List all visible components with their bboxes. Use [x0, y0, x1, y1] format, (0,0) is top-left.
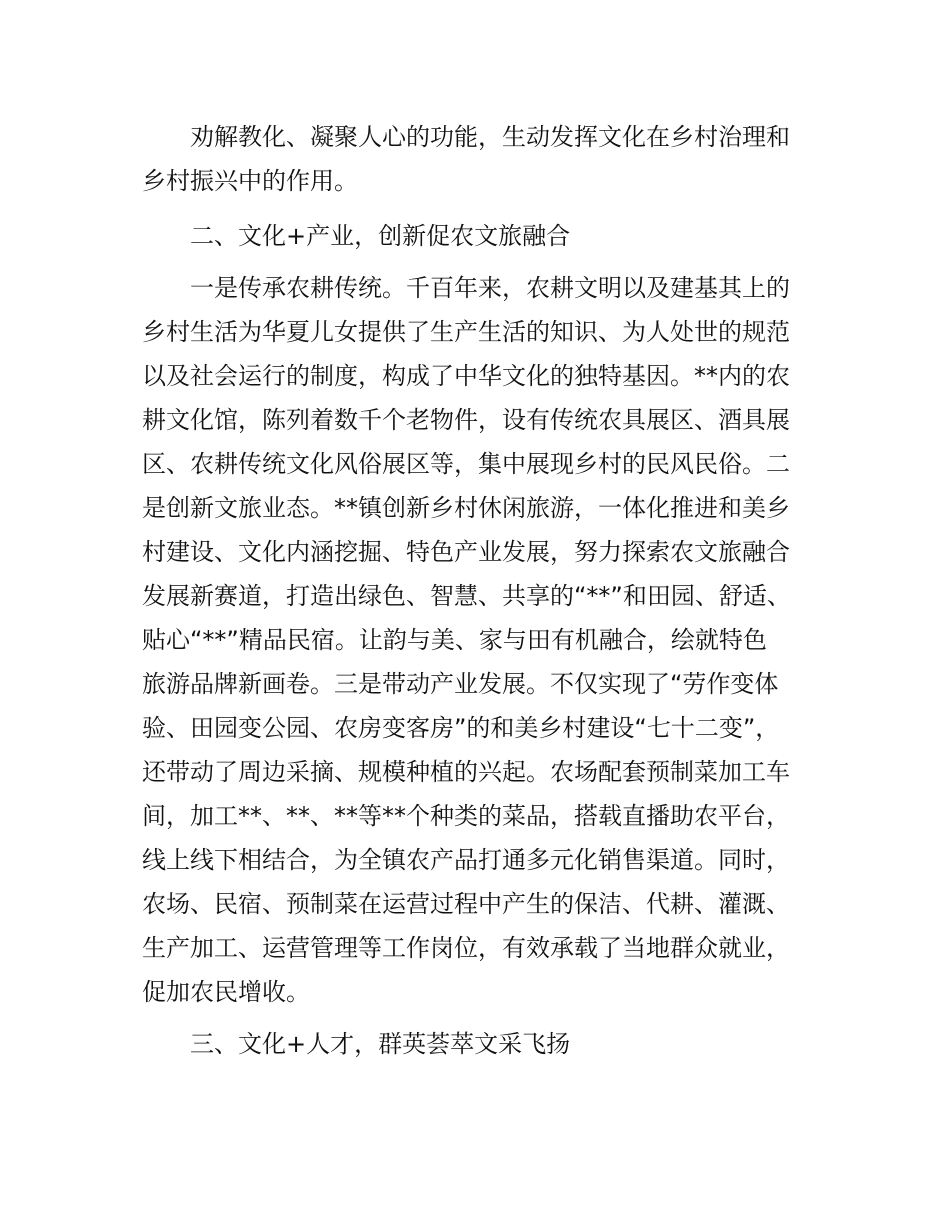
- paragraph-line: 发展新赛道，打造出绿色、智慧、共享的“**”和田园、舒适、: [142, 582, 791, 610]
- section-heading: 二、文化+产业，创新促农文旅融合: [190, 222, 571, 250]
- paragraph-line: 劝解教化、凝聚人心的功能，生动发挥文化在乡村治理和: [190, 123, 790, 151]
- paragraph-line: 贴心“**”精品民宿。让韵与美、家与田有机融合，绘就特色: [142, 626, 767, 654]
- paragraph-line: 乡村生活为华夏儿女提供了生产生活的知识、为人处世的规范: [142, 318, 790, 346]
- paragraph-line: 旅游品牌新画卷。三是带动产业发展。不仅实现了“劳作变体: [142, 670, 779, 698]
- paragraph-line: 农场、民宿、预制菜在运营过程中产生的保洁、代耕、灌溉、: [142, 890, 790, 918]
- paragraph-line: 以及社会运行的制度，构成了中华文化的独特基因。**内的农: [142, 362, 790, 390]
- paragraph-line: 一是传承农耕传统。千百年来，农耕文明以及建基其上的: [190, 274, 790, 302]
- paragraph-line: 村建设、文化内涵挖掘、特色产业发展，努力探索农文旅融合: [142, 538, 790, 566]
- paragraph-line: 线上线下相结合，为全镇农产品打通多元化销售渠道。同时，: [142, 846, 790, 874]
- paragraph-line: 验、田园变公园、农房变客房”的和美乡村建设“七十二变”，: [142, 714, 780, 742]
- paragraph-line: 促加农民增收。: [142, 978, 310, 1006]
- paragraph-line: 是创新文旅业态。**镇创新乡村休闲旅游，一体化推进和美乡: [142, 494, 790, 522]
- paragraph-line: 还带动了周边采摘、规模种植的兴起。农场配套预制菜加工车: [142, 758, 790, 786]
- paragraph-line: 乡村振兴中的作用。: [142, 167, 358, 195]
- section-heading: 三、文化+人才，群英荟萃文采飞扬: [190, 1030, 571, 1058]
- paragraph-line: 生产加工、运营管理等工作岗位，有效承载了当地群众就业，: [142, 934, 790, 962]
- paragraph-line: 区、农耕传统文化风俗展区等，集中展现乡村的民风民俗。二: [142, 450, 790, 478]
- paragraph-line: 耕文化馆，陈列着数千个老物件，设有传统农具展区、酒具展: [142, 406, 790, 434]
- paragraph-line: 间，加工**、**、**等**个种类的菜品，搭载直播助农平台，: [142, 802, 790, 830]
